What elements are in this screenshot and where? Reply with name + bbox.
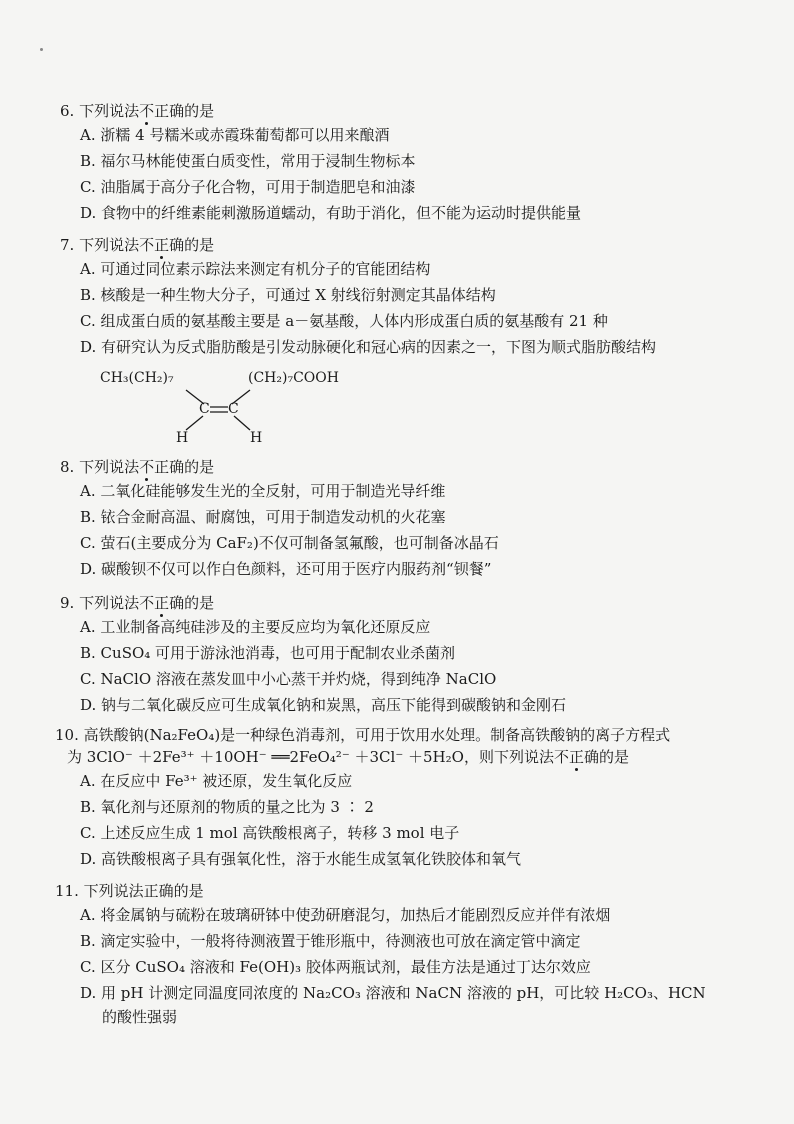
option-a: A. 可通过同位素示踪法来测定有机分子的官能团结构: [80, 260, 431, 278]
emphasis-mark: 不: [139, 102, 155, 120]
option-a: A. 将金属钠与硫粉在玻璃研钵中使劲研磨混匀，加热后才能剧烈反应并伴有浓烟: [80, 906, 611, 924]
option-a: A. 二氧化硅能够发生光的全反射，可用于制造光导纤维: [80, 482, 446, 500]
option-c: C. NaClO 溶液在蒸发皿中小心蒸干并灼烧，得到纯净 NaClO: [80, 670, 497, 688]
option-d: D. 用 pH 计测定同温度同浓度的 Na₂CO₃ 溶液和 NaCN 溶液的 pH，可比较 H₂CO₃、HCN: [80, 984, 706, 1002]
question-8: [60, 456, 750, 582]
option-d-continued: 的酸性强弱: [102, 1008, 178, 1026]
question-7: [60, 234, 750, 360]
option-b: B. 核酸是一种生物大分子，可通过 X 射线衍射测定其晶体结构: [80, 286, 496, 304]
emphasis-mark: 不正确: [139, 236, 185, 254]
right-group: (CH₂)₇COOH: [248, 370, 339, 386]
question-8-stem: 8. 下列说法不正确的是: [60, 458, 215, 476]
option-a: A. 浙糯 4 号糯米或赤霞珠葡萄都可以用来酿酒: [80, 126, 390, 144]
option-c: C. 油脂属于高分子化合物，可用于制造肥皂和油漆: [80, 178, 416, 196]
question-9-stem: 9. 下列说法不正确的是: [60, 594, 215, 612]
question-10: [55, 724, 745, 872]
option-c: C. 区分 CuSO₄ 溶液和 Fe(OH)₃ 胶体两瓶试剂，最佳方法是通过丁达尔效应: [80, 958, 591, 976]
emphasis-mark: 不: [139, 458, 155, 476]
option-b: B. CuSO₄ 可用于游泳池消毒，也可用于配制农业杀菌剂: [80, 644, 456, 662]
question-7-stem: 7. 下列说法不正确的是: [60, 236, 215, 254]
option-b: B. 铱合金耐高温、耐腐蚀，可用于制造发动机的火花塞: [80, 508, 446, 526]
carbon-left: C: [199, 401, 210, 417]
scan-dot: [40, 48, 43, 51]
bond-right-bottom: [234, 416, 250, 430]
question-6-stem: 6. 下列说法不正确的是: [60, 102, 215, 120]
option-d: D. 钠与二氧化碳反应可生成氧化钠和炭黑，高压下能得到碳酸钠和金刚石: [80, 696, 567, 714]
question-6: [60, 100, 750, 226]
emphasis-mark: 不正确: [553, 748, 599, 766]
option-d: D. 有研究认为反式脂肪酸是引发动脉硬化和冠心病的因素之一，下图为顺式脂肪酸结构: [80, 338, 657, 356]
option-c: C. 组成蛋白质的氨基酸主要是 a－氨基酸，人体内形成蛋白质的氨基酸有 21 种: [80, 312, 608, 330]
option-d: D. 碳酸钡不仅可以作白色颜料，还可用于医疗内服药剂“钡餐”: [80, 560, 492, 578]
hydrogen-right: H: [250, 430, 263, 446]
option-c: C. 上述反应生成 1 mol 高铁酸根离子，转移 3 mol 电子: [80, 824, 460, 842]
question-10-stem-line-2: 为 3ClO⁻ ＋2Fe³⁺ ＋10OH⁻ ══2FeO₄²⁻ ＋3Cl⁻ ＋5H₂O，则下列说法不正确的是: [67, 748, 629, 766]
carbon-right: C: [228, 401, 239, 417]
option-b: B. 福尔马林能使蛋白质变性，常用于浸制生物标本: [80, 152, 416, 170]
question-9: [60, 592, 750, 718]
cis-fatty-acid-structure: [100, 370, 400, 450]
hydrogen-left: H: [176, 430, 189, 446]
option-d: D. 食物中的纤维素能刺激肠道蠕动，有助于消化，但不能为运动时提供能量: [80, 204, 582, 222]
option-a: A. 在反应中 Fe³⁺ 被还原，发生氧化反应: [80, 772, 353, 790]
question-11-stem: 11. 下列说法正确的是: [55, 882, 204, 900]
emphasis-mark: 不正确: [139, 594, 185, 612]
question-10-stem-line-1: 10. 高铁酸钠(Na₂FeO₄)是一种绿色消毒剂，可用于饮用水处理。制备高铁酸钠的离子方程式: [55, 726, 671, 744]
option-c: C. 萤石(主要成分为 CaF₂)不仅可制备氢氟酸，也可制备冰晶石: [80, 534, 499, 552]
left-group: CH₃(CH₂)₇: [100, 370, 174, 386]
option-b: B. 滴定实验中，一般将待测液置于锥形瓶中，待测液也可放在滴定管中滴定: [80, 932, 581, 950]
option-d: D. 高铁酸根离子具有强氧化性，溶于水能生成氢氧化铁胶体和氧气: [80, 850, 522, 868]
option-a: A. 工业制备高纯硅涉及的主要反应均为氧化还原反应: [80, 618, 431, 636]
bond-left-bottom: [186, 416, 203, 430]
question-11: [55, 880, 745, 1028]
option-b: B. 氧化剂与还原剂的物质的量之比为 3 ∶ 2: [80, 798, 374, 816]
